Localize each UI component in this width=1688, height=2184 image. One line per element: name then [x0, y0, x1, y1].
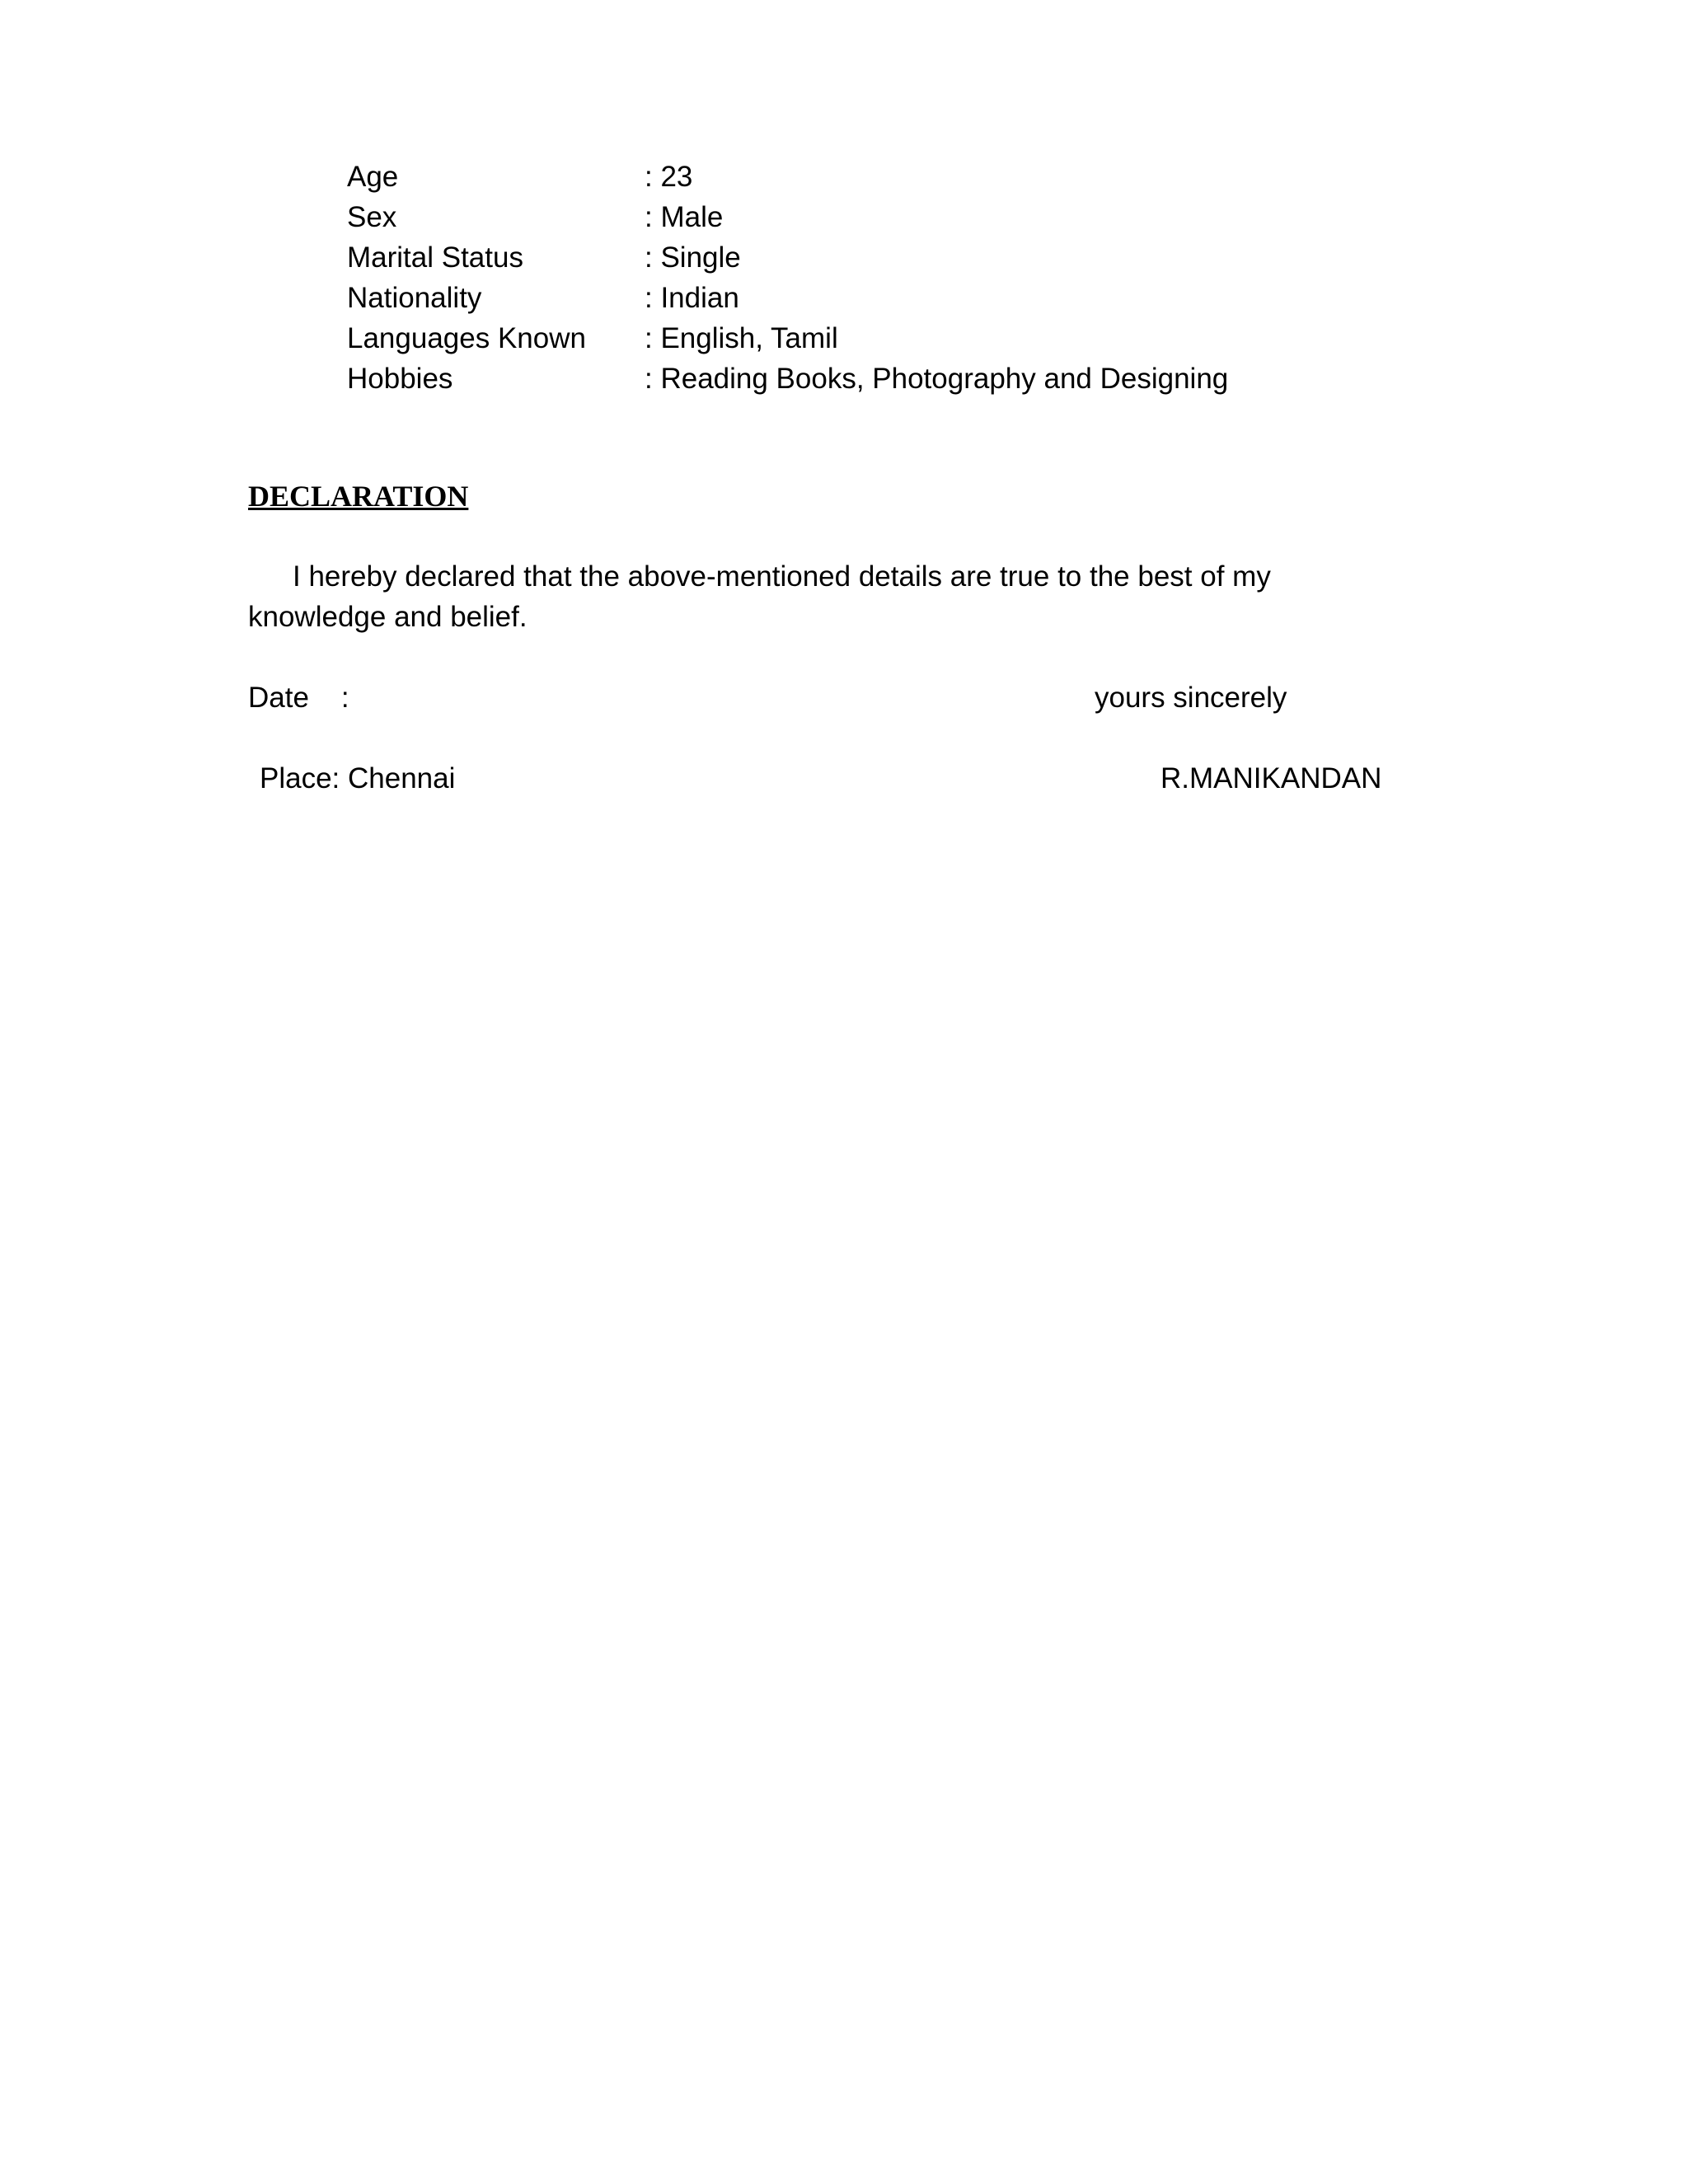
detail-row-nationality — [347, 278, 1418, 318]
detail-value: : Male — [645, 201, 724, 233]
date-label: Date : — [248, 682, 349, 714]
detail-label: Age — [347, 161, 399, 193]
detail-row-age — [347, 157, 1418, 197]
declaration-line: I hereby declared that the above-mentioned details are true to the best of my — [293, 560, 1271, 593]
detail-label: Sex — [347, 201, 397, 233]
detail-value: : Reading Books, Photography and Designing — [645, 363, 1229, 395]
detail-row-sex — [347, 197, 1418, 237]
closing-text: yours sincerely — [1095, 682, 1287, 714]
detail-value: : Single — [645, 241, 741, 274]
detail-label: Languages Known — [347, 322, 586, 354]
detail-label: Marital Status — [347, 241, 523, 274]
signature-name: R.MANIKANDAN — [1160, 762, 1382, 794]
detail-label: Hobbies — [347, 363, 453, 395]
detail-row-languages-known — [347, 318, 1418, 359]
detail-row-marital-status — [347, 237, 1418, 278]
declaration-text — [248, 556, 1418, 637]
declaration-heading: DECLARATION — [248, 480, 469, 513]
detail-value: : English, Tamil — [645, 322, 838, 354]
detail-value: : 23 — [645, 161, 693, 193]
detail-value: : Indian — [645, 282, 739, 314]
place-label: Place: Chennai — [260, 762, 456, 794]
detail-row-hobbies — [347, 359, 1418, 399]
personal-details-list — [347, 157, 1418, 399]
detail-label: Nationality — [347, 282, 482, 314]
declaration-line: knowledge and belief. — [248, 601, 528, 633]
